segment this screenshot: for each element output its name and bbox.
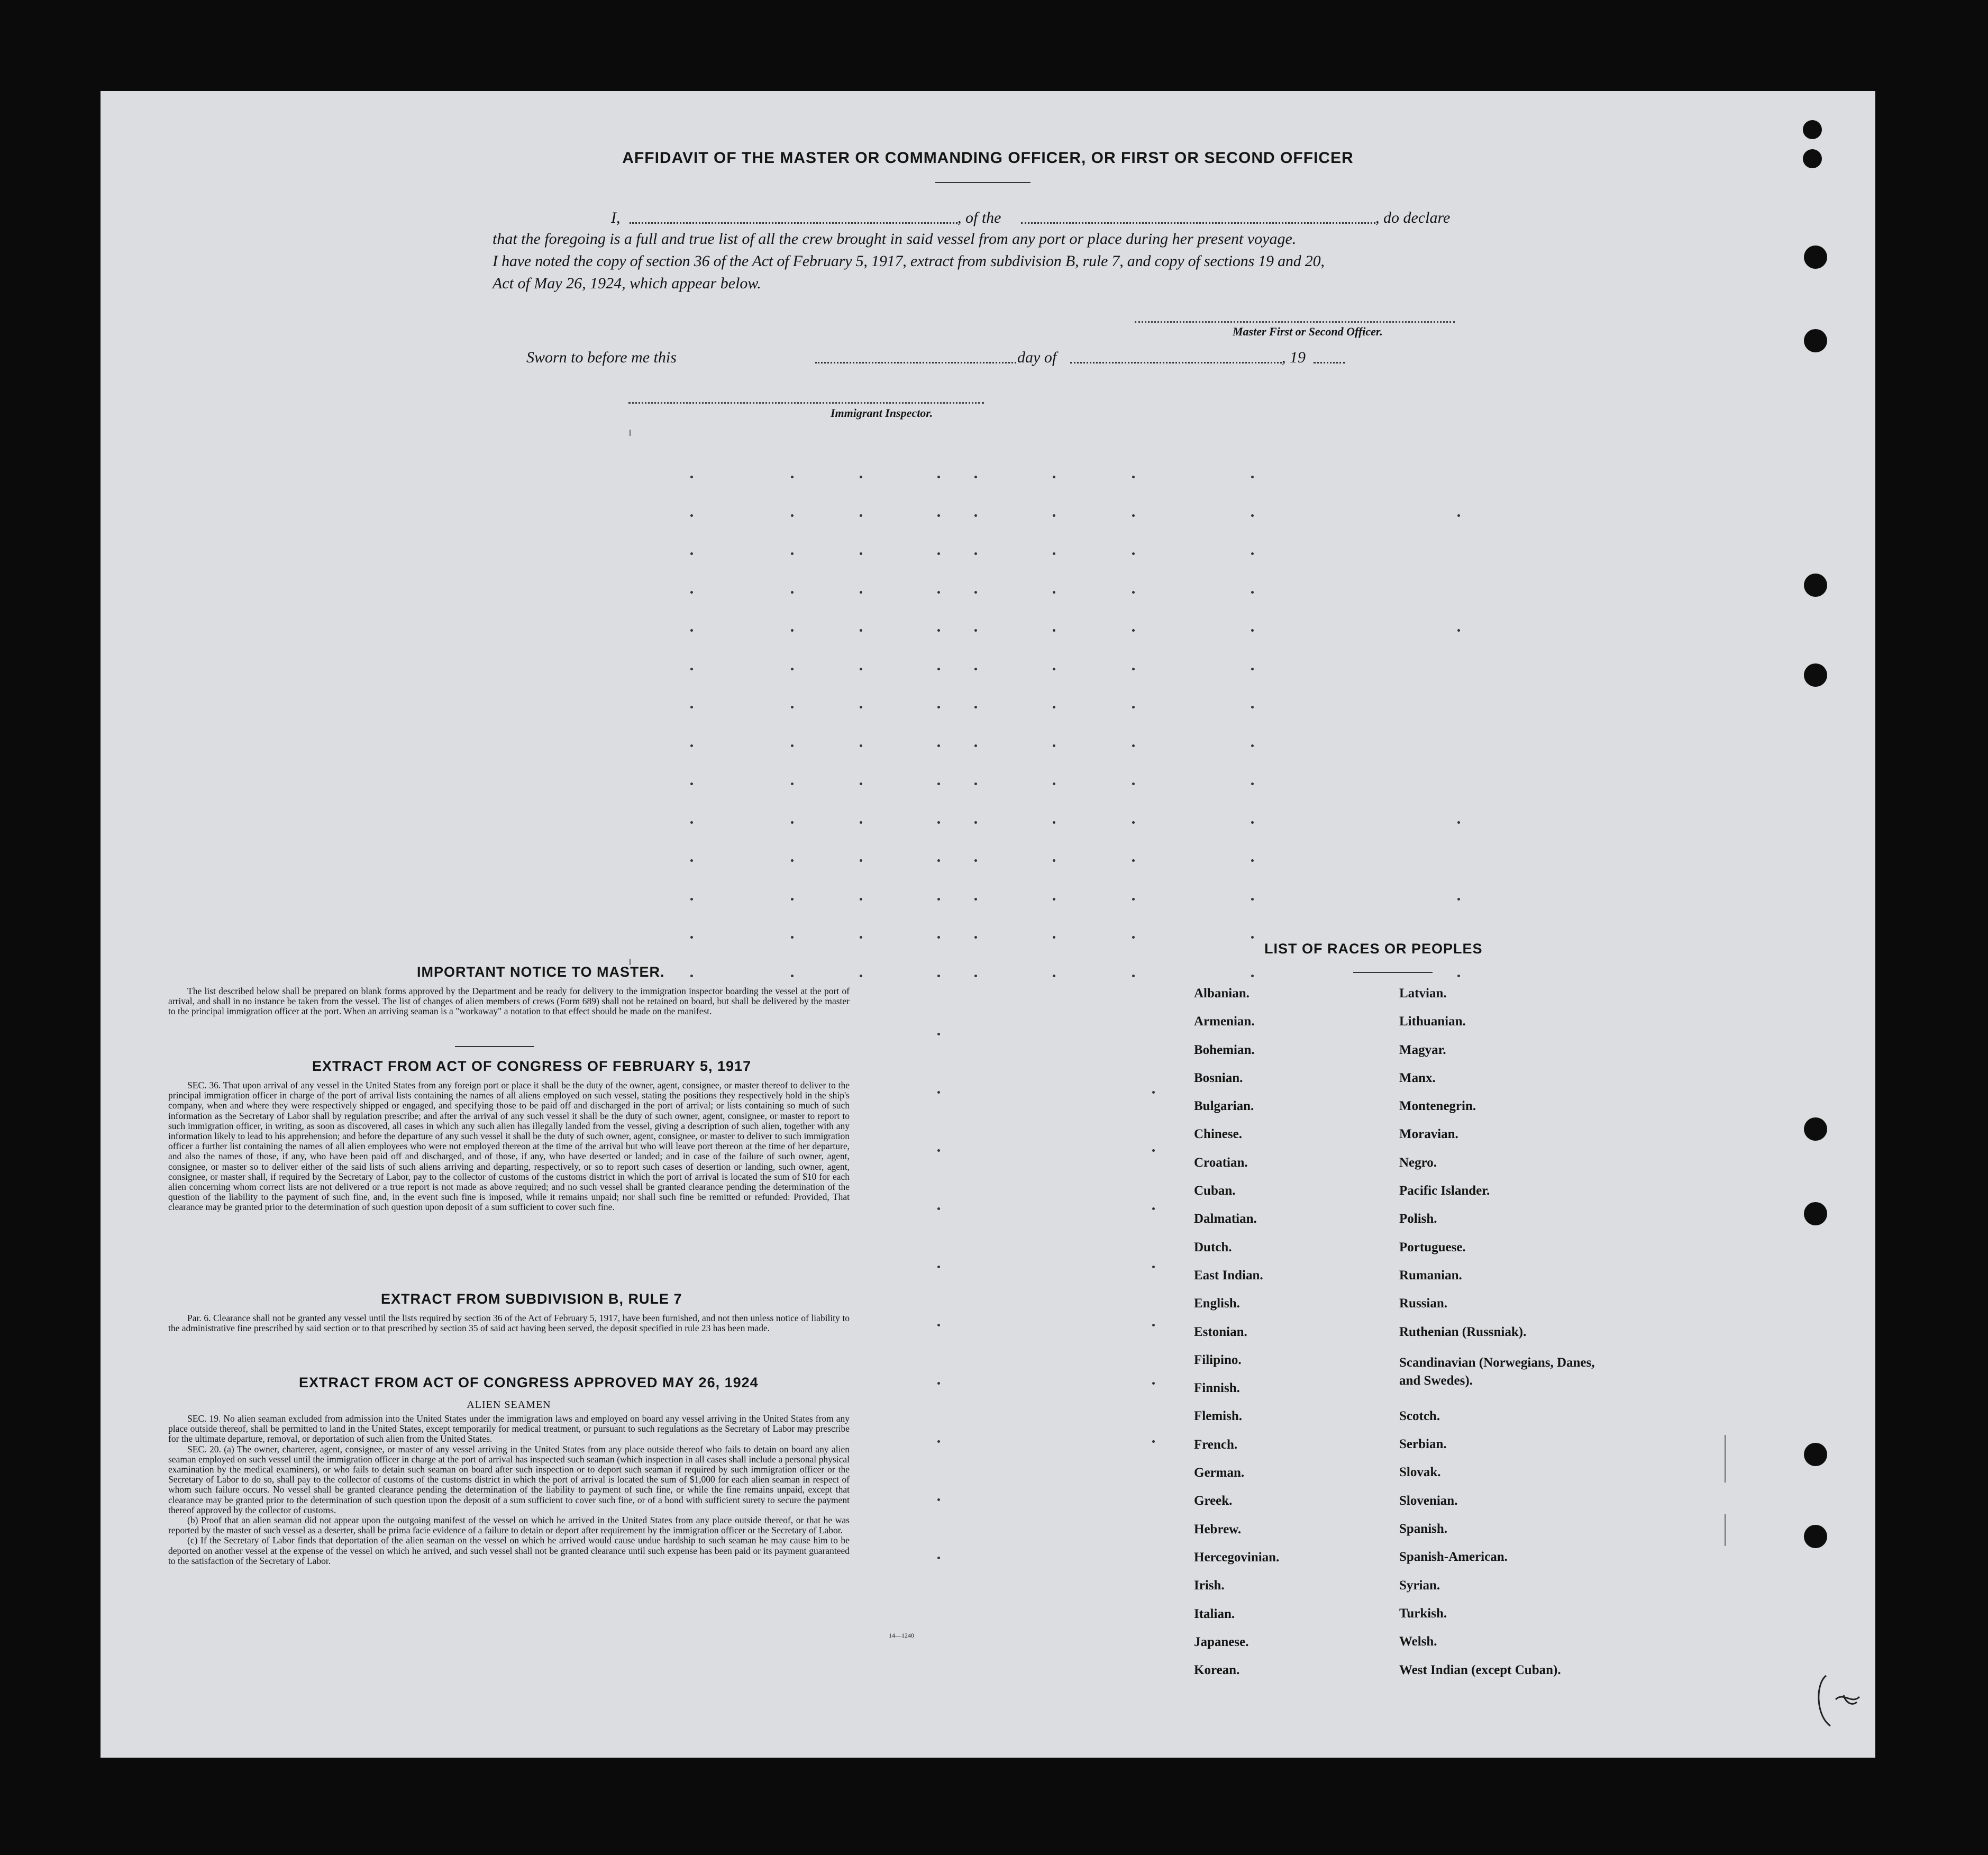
notice-text: The list described below shall be prepared on blank forms approved by the Department and be ready for delivery to the immigration inspector boarding the vessel at the port of arrival, and shall in no instance be taken from the vessel. The list of changes of alien members of crews (Form 689) shall not be retained on board, but shall be delivered by the master to the principal immigration officer at the port. When an arriving seaman is a "workaway" a notation to that effect should be made on the manifest. [168,986,850,1017]
race-item: English. [1194,1296,1240,1311]
punch-hole [1804,1117,1827,1141]
race-item: Serbian. [1399,1437,1447,1452]
race-item: Armenian. [1194,1014,1255,1029]
sworn-month-field[interactable] [1070,351,1282,363]
race-item: Welsh. [1399,1634,1437,1649]
race-item: Slovak. [1399,1465,1441,1480]
race-item: Hebrew. [1194,1522,1242,1536]
race-item: West Indian (except Cuban). [1399,1662,1561,1677]
punch-hole [1804,1525,1827,1548]
race-item: Bohemian. [1194,1042,1255,1057]
race-item: Turkish. [1399,1606,1447,1621]
race-item: Dalmatian. [1194,1212,1257,1226]
sworn-label: Sworn to before me this [526,349,677,366]
extract-1924-subtitle: ALIEN SEAMEN [467,1399,551,1411]
punch-hole [1804,245,1827,269]
race-item: Flemish. [1194,1409,1242,1424]
race-item: Latvian. [1399,986,1447,1001]
sworn-line [526,347,1373,368]
extract-1924-body [168,1414,850,1566]
race-item: Irish. [1194,1578,1225,1593]
race-item: Moravian. [1399,1127,1458,1142]
race-item: Albanian. [1194,986,1250,1001]
race-item: Magyar. [1399,1042,1446,1057]
extract-1917-text: SEC. 36. That upon arrival of any vessel in the United States from any foreign port or place it shall be the duty of the owner, agent, consignee, or master thereof to deliver to the principal immigration officer in charge of the port of arrival lists containing the names of all aliens employed on such vessel, stating the positions they respectively hold in the ship's company, when and where they were respectively shipped or engaged, and specifying those to be paid off and discharged in the port of arrival; or lists containing so much of such information as the Secretary of Labor shall by regulation prescribe; and after the arrival of any such vessel it shall be the duty of such owner, agent, consignee, or master to report to such immigration officer, in writing, as soon as discovered, all cases in which any such alien has illegally landed from the vessel, giving a description of such alien, together with any information likely to lead to his apprehension; and before the departure of any such vessel it shall be the duty of such owner, agent, consignee, or master to deliver to such immigration officer a further list containing the names of all alien employees who were not employed thereon at the time of the arrival but who will leave port thereon at the time of her departure, and also the names of those, if any, who have been paid off and discharged, and of those, if any, who have deserted or landed; and in case of the failure of such owner, agent, consignee, or master so to deliver either of the said lists of such aliens arriving and departing, respectively, or so to report such cases of desertion or landing, such owner, agent, consignee, or master shall, if required by the Secretary of Labor, pay to the collector of customs of the customs district in which the port of arrival is located the sum of $10 for each alien concerning whom correct lists are not delivered or a true report is not made as above required; and no such vessel shall be granted clearance pending the determination of the question of the liability to the payment of such fine, and, in the event such fine is imposed, while it remains unpaid; nor shall such fine be remitted or refunded: Provided, That clearance may be granted prior to the determination of such question upon deposit of a sum sufficient to cover such fine. [168,1080,850,1213]
sec-20c-paragraph: (c) If the Secretary of Labor finds that deportation of the alien seaman on the vessel on which he arrived would cause undue hardship to such seaman he may cause him to be deported on another vessel at the expense of the vessel on which he arrived, and such vessel shall not be granted clearance until such expense has been paid or its payment guaranteed to the satisfaction of the Secretary of Labor. [168,1535,850,1566]
form-number: 14—1240 [889,1632,914,1639]
punch-hole [1803,120,1822,139]
races-title: LIST OF RACES OR PEOPLES [1264,941,1483,957]
race-item: Scotch. [1399,1408,1440,1423]
affidavit-line-3: I have noted the copy of section 36 of the Act of February 5, 1917, extract from subdivision B, rule 7, and copy of sections 19 and 20, [493,252,1325,270]
affidavit-of-the: , of the [957,209,1001,226]
punch-hole [1804,574,1827,597]
signature-label: Master First or Second Officer. [1233,325,1383,338]
rule7-text: Par. 6. Clearance shall not be granted any vessel until the lists required by section 36 of the Act of February 5, 1917, have been furnished, and not then unless notice of liability to the administrative fine prescribed by said section or to that prescribed by section 35 of said act having been served, the deposit specified in rule 23 has been made. [168,1313,850,1334]
year-label: , 19 [1282,349,1306,366]
race-item: Portuguese. [1399,1240,1466,1254]
document-page [101,91,1875,1758]
extract-1917-title: EXTRACT FROM ACT OF CONGRESS OF FEBRUARY 5, 1917 [312,1058,752,1074]
extract-1924-title: EXTRACT FROM ACT OF CONGRESS APPROVED MAY 26, 1924 [299,1375,759,1390]
inspector-line[interactable] [628,402,984,404]
inspector-label: Immigrant Inspector. [831,406,933,420]
signature-line[interactable] [1135,321,1455,323]
punch-hole [1804,1443,1827,1466]
sec-19-paragraph: SEC. 19. No alien seaman excluded from admission into the United States under the immigration laws and employed on board any vessel arriving in the United States from any place outside thereof, shall be permitted to land in the United States, except temporarily for medical treatment, or pursuant to such regulations as the Secretary of Labor may prescribe for the ultimate departure, removal, or deportation of such alien from the United States. [168,1413,850,1444]
title-rule [935,182,1031,183]
race-item: German. [1194,1466,1245,1480]
sworn-day-field[interactable] [815,351,1016,363]
race-item: Russian. [1399,1296,1448,1311]
race-item: Negro. [1399,1155,1437,1170]
sec-20b-paragraph: (b) Proof that an alien seaman did not appear upon the outgoing manifest of the vessel on which he arrived in the United States from any place outside thereof, or that he was reported by the master of such vessel as a deserter, shall be prima facie evidence of a failure to detain or deport after requirement by the immigration officer or the Secretary of Labor. [168,1515,850,1536]
race-item: French. [1194,1437,1238,1452]
day-of-label: day of [1017,349,1057,366]
race-item: Slovenian. [1399,1493,1458,1508]
divider-rule [455,1046,534,1047]
race-item: Spanish. [1399,1522,1448,1536]
race-item: Lithuanian. [1399,1014,1466,1029]
race-item: Chinese. [1194,1127,1242,1142]
vessel-field[interactable] [1021,212,1375,224]
punch-hole [1804,329,1827,352]
pencil-mark-icon [1814,1673,1867,1731]
race-item: Montenegrin. [1399,1099,1476,1114]
affidavit-title: AFFIDAVIT OF THE MASTER OR COMMANDING OFFICER, OR FIRST OR SECOND OFFICER [622,149,1354,167]
race-item: East Indian. [1194,1268,1263,1283]
races-rule [1353,972,1433,973]
race-item: Pacific Islander. [1399,1184,1490,1198]
race-item: Filipino. [1194,1352,1242,1367]
race-item: Bosnian. [1194,1070,1243,1085]
races-column-1 [1194,986,1279,1691]
affidavit-do-declare: , do declare [1375,209,1451,226]
race-item: Dutch. [1194,1240,1232,1254]
race-item: Korean. [1194,1663,1240,1678]
affidavit-line-4: Act of May 26, 1924, which appear below. [493,275,761,292]
race-item: Greek. [1194,1494,1233,1508]
sec-20a-paragraph: SEC. 20. (a) The owner, charterer, agent, consignee, or master of any vessel arriving in the United States from any place outside thereof who fails to detain on board any alien seaman employed on such vessel until the immigration officer in charge at the port of arrival has inspected such seaman (which inspection in all cases shall include a personal physical examination by the medical examiners), or who fails to detain such seaman on board after such inspection or to deport such seaman if required by such immigration officer or the Secretary of Labor to do so, shall pay to the collector of customs of the customs district in which the port of arrival is located the sum of $1,000 for each alien seaman in respect of whom such failure occurs. No vessel shall be granted clearance pending the determination of the liability to payment of such fine, or while the fine remains unpaid, except that clearance may be granted prior to the determination of such question upon the deposit of a sum sufficient to cover such fine, or of a bond with sufficient surety to secure the payment thereof approved by the collector of customs. [168,1443,850,1515]
race-item: Italian. [1194,1606,1235,1621]
race-item: Spanish-American. [1399,1550,1508,1565]
race-item: Scandinavian (Norwegians, Danes, and Swedes). [1399,1355,1595,1388]
affidavit-i-label: I, [611,209,621,226]
race-item: Hercegovinian. [1194,1550,1280,1565]
race-item: Rumanian. [1399,1268,1462,1283]
punch-hole [1804,1202,1827,1225]
races-column-2 [1399,986,1595,1691]
affidavit-line-2: that the foregoing is a full and true list of all the crew brought in said vessel from any port or place during her present voyage. [493,230,1297,248]
name-field[interactable] [630,212,957,224]
affidavit-line-1 [510,207,1579,229]
race-item: Manx. [1399,1070,1436,1085]
race-item: Cuban. [1194,1184,1236,1198]
race-item: Syrian. [1399,1578,1440,1593]
race-item: Finnish. [1194,1381,1240,1396]
race-item: Croatian. [1194,1155,1248,1170]
punch-hole [1804,663,1827,687]
race-item: Estonian. [1194,1324,1247,1339]
race-item: Bulgarian. [1194,1099,1254,1114]
race-item: Japanese. [1194,1634,1249,1649]
race-item: Ruthenian (Russniak). [1399,1324,1527,1339]
year-field[interactable] [1314,351,1345,363]
rule7-title: EXTRACT FROM SUBDIVISION B, RULE 7 [381,1291,682,1307]
race-item: Polish. [1399,1212,1437,1226]
notice-title: IMPORTANT NOTICE TO MASTER. [417,964,665,980]
